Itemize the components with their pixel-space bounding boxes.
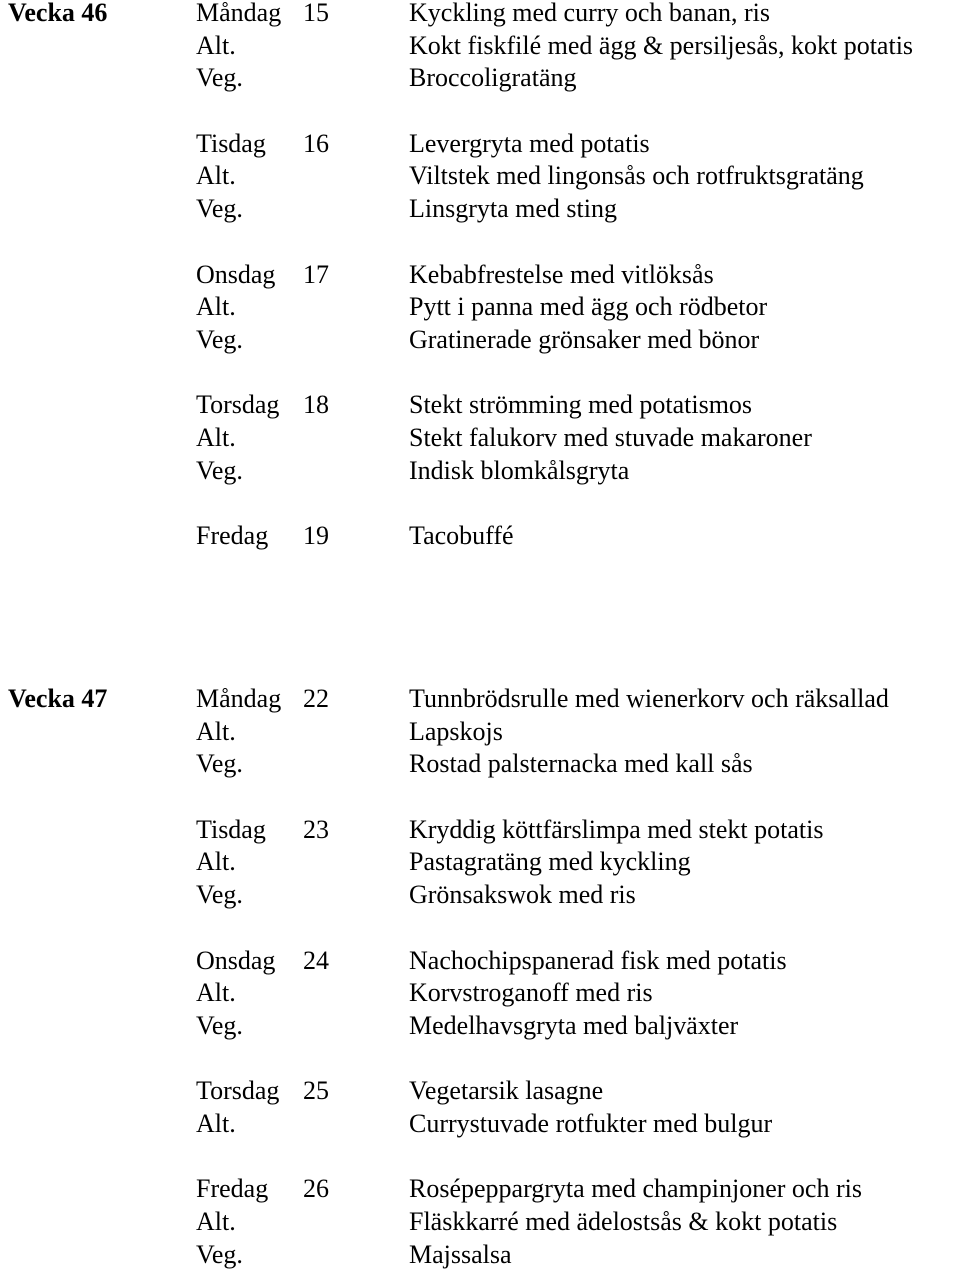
dish-name: Korvstroganoff med ris	[409, 978, 653, 1008]
day-label: Alt.	[196, 978, 236, 1008]
day-label: Tisdag	[196, 128, 266, 158]
dish-name: Nachochipspanerad fisk med potatis	[409, 945, 787, 975]
dish-name: Rostad palsternacka med kall sås	[409, 749, 753, 779]
dish-name: Stekt strömming med potatismos	[409, 390, 753, 420]
menu-row	[0, 716, 960, 749]
day-label: Alt.	[196, 161, 236, 191]
day-label: Måndag	[196, 684, 282, 713]
dish-name: Viltstek med lingonsås och rotfruktsgratäng	[409, 161, 864, 191]
day-number: 22	[303, 684, 329, 713]
day-label: Veg.	[196, 455, 243, 485]
menu-row	[0, 62, 960, 95]
dish-name: Gratinerade grönsaker med bönor	[409, 324, 760, 354]
day-separator	[0, 1141, 960, 1174]
menu-row	[0, 259, 960, 292]
menu-row	[0, 879, 960, 912]
menu-row	[0, 520, 960, 553]
dish-name: Pytt i panna med ägg och rödbetor	[409, 292, 768, 322]
day-label: Alt.	[196, 716, 236, 746]
menu-row	[0, 1239, 960, 1272]
week-label: Vecka 47	[8, 684, 108, 713]
day-label: Alt.	[196, 847, 236, 877]
dish-name: Vegetarsik lasagne	[409, 1076, 604, 1106]
day-label: Veg.	[196, 194, 243, 224]
menu-row	[0, 977, 960, 1010]
dish-name: Fläskkarré med ädelostsås & kokt potatis	[409, 1207, 838, 1236]
day-label: Torsdag	[196, 390, 280, 420]
day-label: Torsdag	[196, 1076, 280, 1106]
day-number: 17	[303, 259, 329, 289]
day-label: Tisdag	[196, 814, 266, 844]
day-number: 26	[303, 1174, 329, 1204]
menu-row	[0, 422, 960, 455]
week-days	[0, 0, 960, 553]
dish-name: Kebabfrestelse med vitlöksås	[409, 259, 714, 289]
dish-name: Kryddig köttfärslimpa med stekt potatis	[409, 814, 824, 844]
dish-name: Medelhavsgryta med baljväxter	[409, 1010, 739, 1040]
day-label: Veg.	[196, 880, 243, 910]
dish-name: Currystuvade rotfukter med bulgur	[409, 1108, 773, 1138]
menu-row	[0, 1010, 960, 1043]
menu-row	[0, 389, 960, 422]
menu-row	[0, 193, 960, 226]
week-block	[0, 683, 960, 1271]
day-separator	[0, 95, 960, 128]
day-label: Veg.	[196, 324, 243, 354]
day-number: 19	[303, 521, 329, 550]
menu-row	[0, 748, 960, 781]
menu-row	[0, 455, 960, 488]
day-label: Veg.	[196, 1239, 243, 1269]
day-label: Veg.	[196, 1010, 243, 1040]
day-separator	[0, 781, 960, 814]
menu-row	[0, 1206, 960, 1239]
menu-row	[0, 814, 960, 847]
day-label: Måndag	[196, 0, 282, 27]
day-number: 18	[303, 390, 329, 420]
day-separator	[0, 487, 960, 520]
dish-name: Linsgryta med sting	[409, 194, 617, 224]
day-separator	[0, 912, 960, 945]
dish-name: Stekt falukorv med stuvade makaroner	[409, 422, 812, 452]
week-days	[0, 683, 960, 1271]
dish-name: Lapskojs	[409, 716, 503, 746]
day-label: Veg.	[196, 749, 243, 779]
day-number: 23	[303, 814, 329, 844]
day-label: Alt.	[196, 292, 236, 322]
day-label: Veg.	[196, 63, 243, 93]
week-label: Vecka 46	[8, 0, 108, 27]
day-separator	[0, 226, 960, 259]
day-label: Fredag	[196, 521, 269, 550]
menu-row	[0, 846, 960, 879]
menu-row	[0, 0, 960, 30]
dish-name: Pastagratäng med kyckling	[409, 847, 691, 877]
menu-row	[0, 30, 960, 63]
day-number: 16	[303, 128, 329, 158]
menu-row	[0, 945, 960, 978]
day-label: Fredag	[196, 1174, 269, 1204]
dish-name: Rosépeppargryta med champinjoner och ris	[409, 1174, 862, 1204]
day-label: Onsdag	[196, 945, 276, 975]
dish-name: Indisk blomkålsgryta	[409, 455, 630, 485]
day-label: Alt.	[196, 1207, 236, 1236]
dish-name: Kokt fiskfilé med ägg & persiljesås, kokt potatis	[409, 30, 914, 60]
menu-row	[0, 683, 960, 716]
day-label: Alt.	[196, 1108, 236, 1138]
dish-name: Broccoligratäng	[409, 63, 577, 93]
menu-row	[0, 160, 960, 193]
menu-row	[0, 1173, 960, 1206]
menu-row	[0, 1075, 960, 1108]
day-number: 15	[303, 0, 329, 27]
day-separator	[0, 357, 960, 390]
menu-row	[0, 128, 960, 161]
dish-name: Kyckling med curry och banan, ris	[409, 0, 771, 27]
dish-name: Grönsakswok med ris	[409, 880, 636, 910]
day-label: Onsdag	[196, 259, 276, 289]
day-label: Alt.	[196, 422, 236, 452]
dish-name: Levergryta med potatis	[409, 128, 650, 158]
day-number: 24	[303, 945, 329, 975]
dish-name: Majssalsa	[409, 1239, 512, 1269]
dish-name: Tunnbrödsrulle med wienerkorv och räksallad	[409, 684, 889, 713]
menu-row	[0, 291, 960, 324]
dish-name: Tacobuffé	[409, 521, 514, 550]
day-label: Alt.	[196, 30, 236, 60]
menu-row	[0, 324, 960, 357]
menu-row	[0, 1108, 960, 1141]
week-block	[0, 0, 960, 553]
day-separator	[0, 1043, 960, 1076]
day-number: 25	[303, 1076, 329, 1106]
